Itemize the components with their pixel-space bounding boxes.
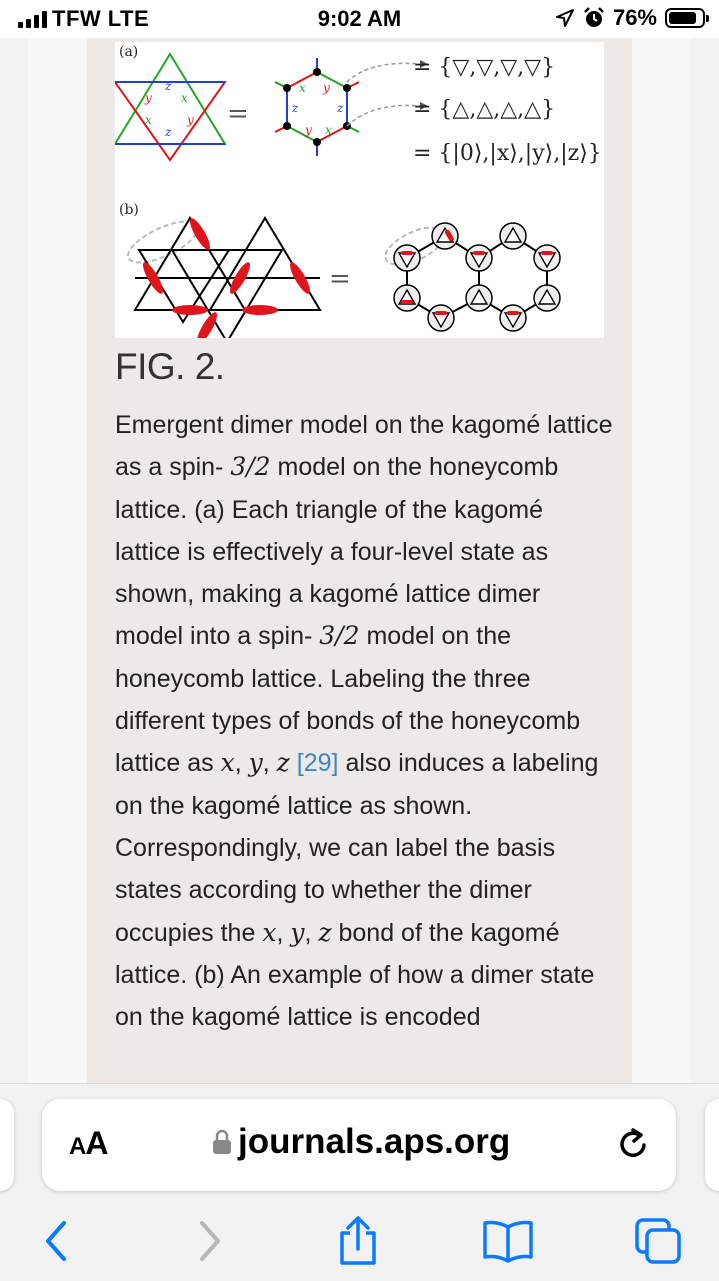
kagome-lattice-dimers [123, 213, 320, 338]
url-display[interactable] [212, 1122, 510, 1162]
battery-fill [669, 12, 696, 24]
book-icon [481, 1219, 535, 1263]
kagome-bond-labels [144, 79, 194, 139]
punct: , [262, 749, 270, 778]
punct: , [276, 918, 284, 947]
set-down-triangles: = {▽,▽,▽,▽} [413, 55, 556, 80]
caption-text: model on the honeycomb lattice. Labeling the three different types of bonds of the honeycomb lattice as [115, 622, 581, 778]
bond-label-z: z [165, 125, 172, 139]
caption-text: also induces a labeling on the kagomé lattice as shown. Correspondingly, we can label the basis states according to whether the dimer occupies the [115, 749, 599, 947]
chevron-left-icon [42, 1219, 70, 1263]
math-var: z [276, 748, 290, 778]
set-kets: = {|0⟩,|x⟩,|y⟩,|z⟩} [413, 141, 602, 166]
chevron-right-icon [196, 1219, 224, 1263]
caption-text: Emergent dimer model on the kagomé lattice as a spin- [115, 411, 613, 482]
aa-small: A [69, 1133, 86, 1160]
page-margin-left [0, 38, 28, 1083]
honeycomb-spin-states [380, 220, 560, 331]
previous-tab-card[interactable] [0, 1099, 14, 1191]
address-bar[interactable] [42, 1099, 676, 1191]
carrier-label: TFW LTE [52, 6, 150, 31]
back-button[interactable] [28, 1213, 84, 1269]
reader-settings-button[interactable] [69, 1125, 107, 1162]
forward-button[interactable] [182, 1213, 238, 1269]
tabs-icon [633, 1216, 683, 1266]
next-tab-card[interactable] [705, 1099, 719, 1191]
bond-label-z: z [165, 79, 172, 93]
caption-text: model on the honeycomb lattice. (a) Each triangle of the kagomé lattice is effectively a four-level state as shown, making a kagomé lattice dimer model into a spin- [115, 453, 559, 651]
honeycomb-hexagon [275, 58, 359, 156]
bond-label-y: y [145, 91, 152, 105]
page-margin-right [691, 38, 719, 1083]
set-up-triangles: = {△,△,△,△} [413, 97, 556, 122]
location-icon [555, 8, 575, 28]
bond-label-y: y [323, 81, 330, 95]
bond-label-y: y [305, 123, 312, 137]
bond-label-z: z [292, 101, 299, 115]
bond-label-y: y [187, 113, 194, 127]
web-page[interactable] [0, 38, 719, 1083]
panel-b-label: (b) [119, 202, 139, 218]
honeycomb-bond-labels [291, 81, 344, 137]
bond-label-x: x [181, 91, 188, 105]
reference-link[interactable]: [29] [296, 749, 339, 778]
math-var: x [262, 917, 277, 947]
kagome-star [115, 54, 225, 160]
bond-label-x: x [325, 123, 332, 137]
mapping-arrows [347, 63, 420, 126]
clock: 9:02 AM [317, 6, 402, 31]
math-fraction: 3/2 [230, 452, 271, 482]
figure-image[interactable] [115, 42, 604, 338]
punct: , [304, 918, 312, 947]
battery-icon [665, 8, 705, 28]
dimer-marks [140, 216, 314, 338]
article-content [87, 38, 632, 1083]
aa-big: A [85, 1125, 108, 1161]
panel-a-label: (a) [119, 44, 139, 60]
bond-label-x: x [299, 81, 306, 95]
bookmarks-button[interactable] [480, 1213, 536, 1269]
alarm-icon [583, 7, 605, 29]
caption-text: bond of the kagomé lattice. (b) An example of how a dimer state on the kagomé lattice is encoded [115, 918, 595, 1032]
figure-drawing [115, 42, 604, 338]
bond-label-z: z [337, 101, 344, 115]
math-var: y [290, 917, 305, 947]
bond-label-x: x [145, 113, 152, 127]
lock-icon [212, 1129, 232, 1155]
equals-sign-a: = [227, 99, 249, 129]
math-var: y [248, 748, 263, 778]
battery-percent: 76% [612, 5, 657, 30]
browser-toolbar [0, 1083, 719, 1281]
url-text: journals.aps.org [238, 1122, 511, 1161]
share-button[interactable] [330, 1213, 386, 1269]
math-var: z [318, 917, 332, 947]
punct: , [234, 749, 242, 778]
reload-icon[interactable] [616, 1125, 652, 1163]
tabs-button[interactable] [630, 1213, 686, 1269]
math-fraction: 3/2 [319, 621, 360, 651]
figure-caption [115, 404, 615, 1038]
share-icon [336, 1215, 380, 1267]
figure-title: FIG. 2. [115, 346, 225, 387]
equals-sign-b: = [329, 264, 351, 294]
status-bar [0, 0, 719, 38]
math-var: x [220, 748, 235, 778]
